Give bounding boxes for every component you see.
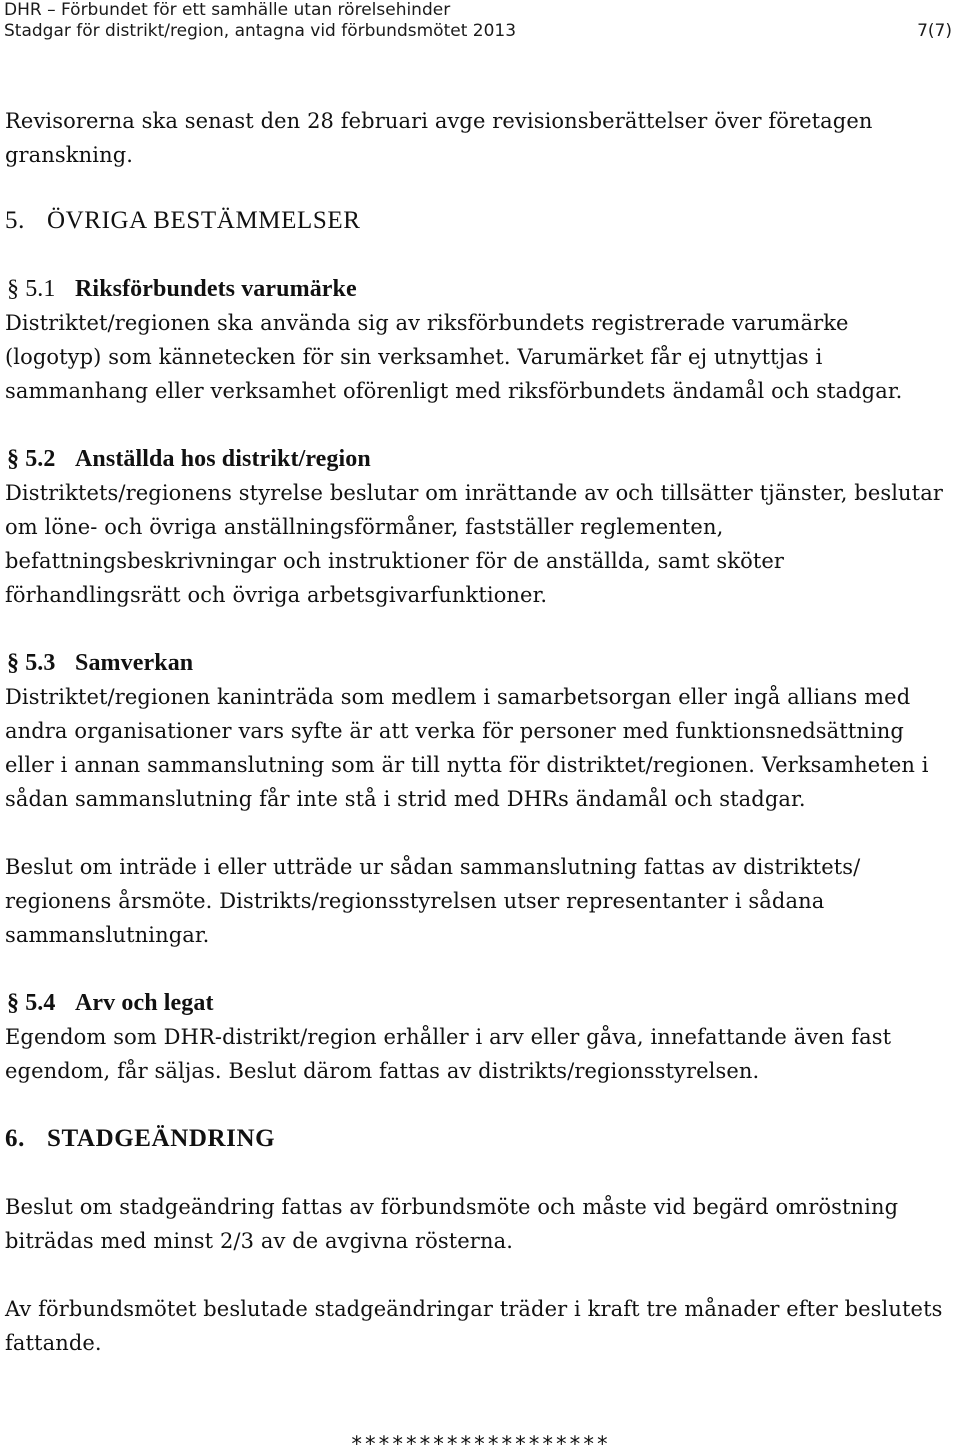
page-number: 7(7) [917,21,952,41]
section-5-1-title: Riksförbundets varumärke [75,276,357,302]
organization-name: DHR – Förbundet för ett samhälle utan rörelsehinder [4,0,451,20]
section-5-2-text: Distriktets/regionens styrelse beslutar om inrättande av och tillsätter tjänster, beslutar om löne- och övriga anställningsförmåner, fastställer reglementen, befattningsbeskrivningar och instruktioner för de anställda, samt sköter förhandlingsrätt och övriga arbetsgivarfunktioner. [5,481,943,607]
section-5-1-heading [5,272,945,306]
section-5-4-number: § 5.4 [7,990,56,1016]
section-5-3-heading [5,646,945,680]
section-5-4-title: Arv och legat [75,990,214,1016]
section-6-text-1: Beslut om stadgeändring fattas av förbundsmöte och måste vid begärd omröstning biträdas med minst 2/3 av de avgivna rösterna. [5,1195,899,1253]
section-6-heading [5,1122,945,1156]
document-title: Stadgar för distrikt/region, antagna vid förbundsmötet 2013 [4,21,517,41]
section-5-heading [5,204,945,238]
section-5-4-heading [5,986,945,1020]
section-5-3-title: Samverkan [75,650,194,676]
section-5-3-number: § 5.3 [7,650,56,676]
section-5-2-title: Anställda hos distrikt/region [75,446,371,472]
section-5-2-heading [5,442,945,476]
section-6-title: STADGEÄNDRING [47,1125,276,1152]
section-5-1-text: Distriktet/regionen ska använda sig av riksförbundets registrerade varumärke (logotyp) som kännetecken för sin verksamhet. Varumärket får ej utnyttjas i sammanhang eller verksamhet oförenligt med riksförbundets ändamål och stadgar. [5,311,903,403]
section-5-number: 5. [5,207,25,234]
section-5-title: ÖVRIGA BESTÄMMELSER [47,207,361,234]
section-5-3-text-1: Distriktet/regionen kaninträda som medlem i samarbetsorgan eller ingå allians med andra organisationer vars syfte är att verka för personer med funktionsnedsättning eller i annan sammanslutning som är till nytta för distriktet/regionen. Verksamheten i sådan sammanslutning får inte stå i strid med DHRs ändamål och stadgar. [5,685,929,811]
section-5-3-text-2: Beslut om inträde i eller utträde ur sådan sammanslutning fattas av distriktets/ regionens årsmöte. Distrikts/regionsstyrelsen utser representanter i sådana sammanslutningar. [5,855,861,947]
section-6-text-2: Av förbundsmötet beslutade stadgeändringar träder i kraft tre månader efter beslutets fattande. [5,1297,943,1355]
page-header [4,0,956,42]
section-5-2-number: § 5.2 [7,446,56,472]
end-of-document-marker: ******************* [350,1432,610,1456]
section-5-1-number: § 5.1 [7,276,56,302]
document-body [5,104,945,1360]
intro-paragraph: Revisorerna ska senast den 28 februari avge revisionsberättelser över företagen granskning. [5,109,873,167]
section-5-4-text: Egendom som DHR-distrikt/region erhåller i arv eller gåva, innefattande även fast egendom, får säljas. Beslut därom fattas av distrikts/regionsstyrelsen. [5,1025,892,1083]
section-6-number: 6. [5,1125,25,1152]
